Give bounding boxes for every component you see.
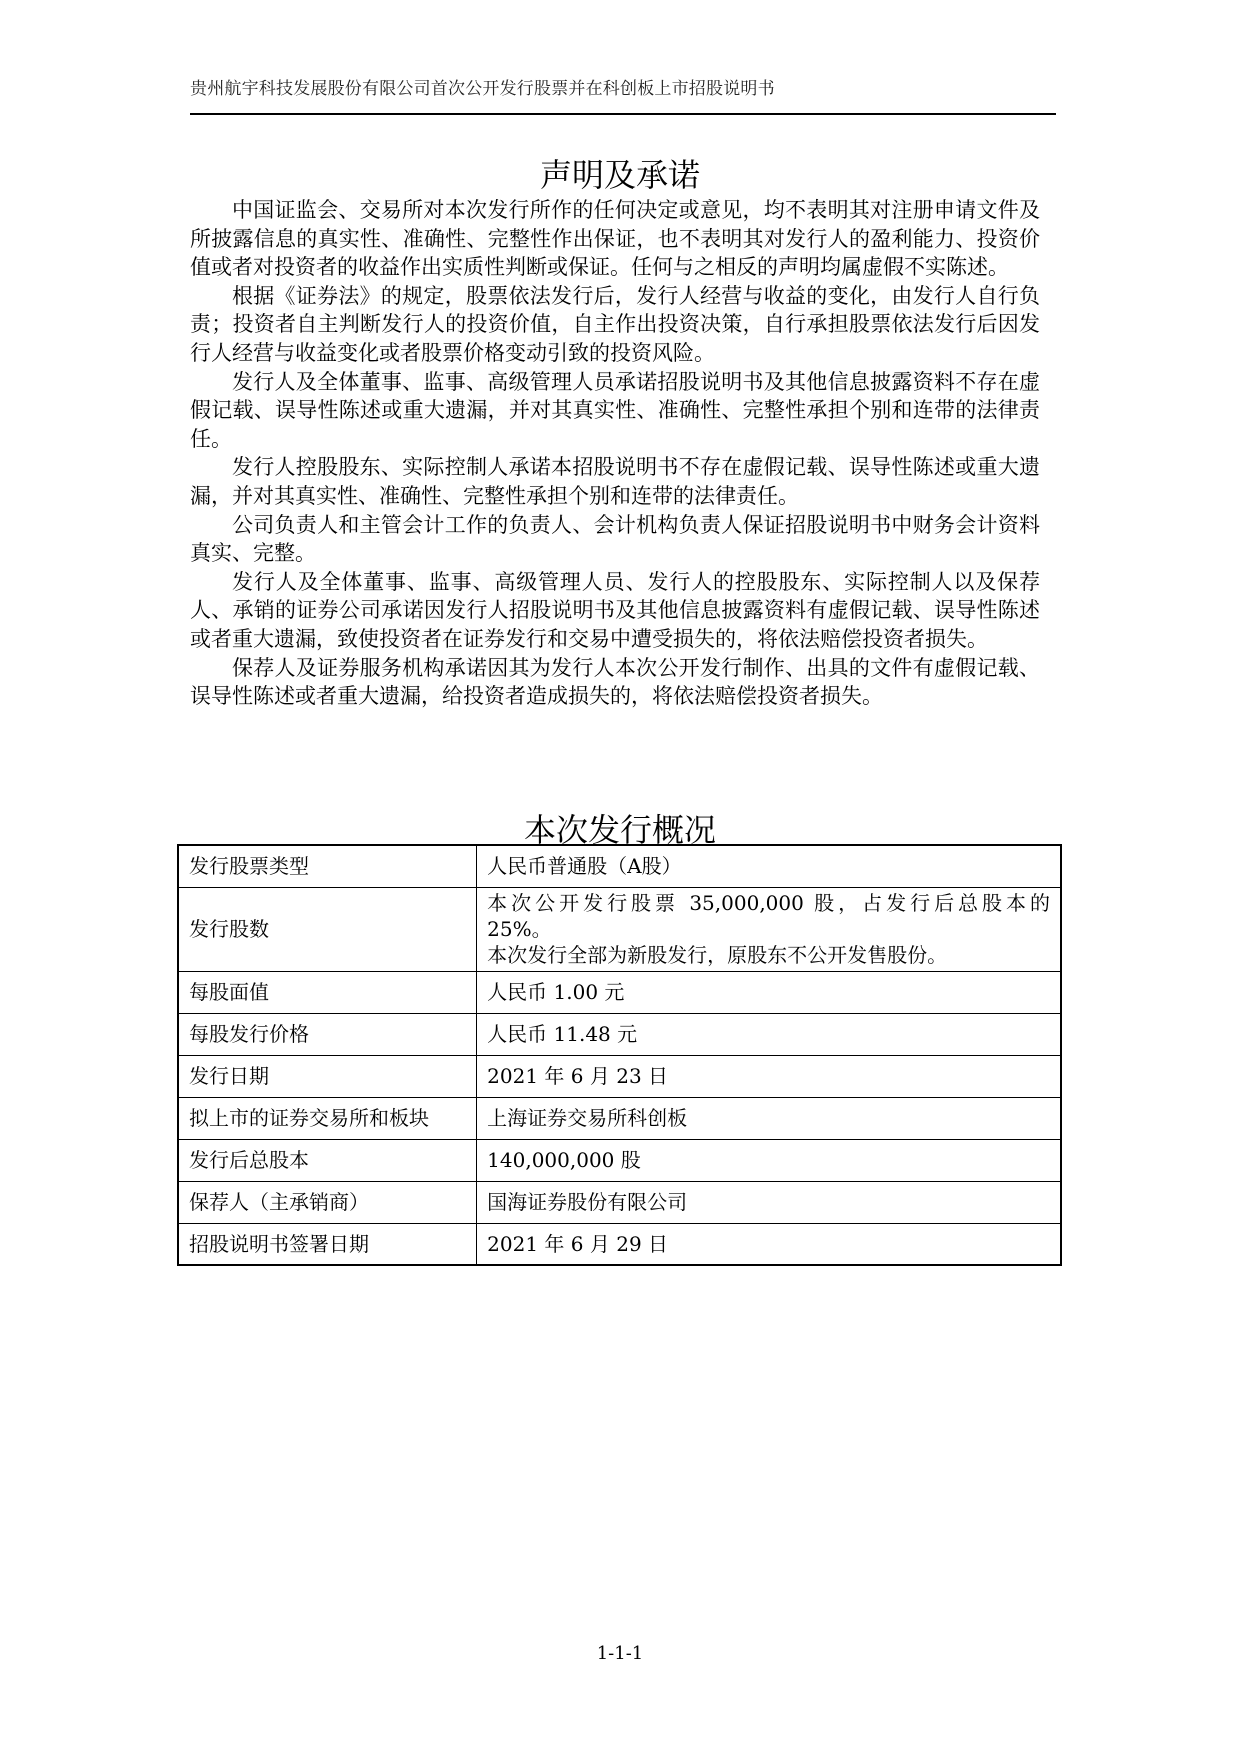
row-label: 发行日期 <box>178 1055 477 1097</box>
row-value: 2021 年 6 月 23 日 <box>477 1055 1061 1097</box>
table-row <box>178 845 1061 887</box>
table-row <box>178 1055 1061 1097</box>
overview-title: 本次发行概况 <box>523 811 716 849</box>
row-label: 招股说明书签署日期 <box>178 1223 477 1265</box>
row-label: 每股发行价格 <box>178 1013 477 1055</box>
header-divider <box>190 113 1056 115</box>
document-header: 贵州航宇科技发展股份有限公司首次公开发行股票并在科创板上市招股说明书 <box>190 79 775 99</box>
table-row <box>178 1013 1061 1055</box>
statement-paragraph: 公司负责人和主管会计工作的负责人、会计机构负责人保证招股说明书中财务会计资料真实、完整。 <box>190 512 1040 566</box>
row-value: 人民币 1.00 元 <box>477 971 1061 1013</box>
statement-body <box>190 196 1040 711</box>
row-value: 人民币普通股（A股） <box>477 845 1061 887</box>
row-value-line: 本次发行全部为新股发行，原股东不公开发售股份。 <box>487 943 948 967</box>
row-value <box>477 887 1061 971</box>
statement-title: 声明及承诺 <box>539 156 700 194</box>
table-row <box>178 1181 1061 1223</box>
row-label: 拟上市的证券交易所和板块 <box>178 1097 477 1139</box>
statement-paragraph: 中国证监会、交易所对本次发行所作的任何决定或意见，均不表明其对注册申请文件及所披露信息的真实性、准确性、完整性作出保证，也不表明其对发行人的盈利能力、投资价值或者对投资者的收益作出实质性判断或保证。任何与之相反的声明均属虚假不实陈述。 <box>190 198 1040 280</box>
row-value: 上海证券交易所科创板 <box>477 1097 1061 1139</box>
row-value: 国海证券股份有限公司 <box>477 1181 1061 1223</box>
row-value-line: 本次公开发行股票 35,000,000 股，占发行后总股本的 <box>487 891 1050 915</box>
statement-paragraph: 发行人控股股东、实际控制人承诺本招股说明书不存在虚假记载、误导性陈述或重大遗漏，并对其真实性、准确性、完整性承担个别和连带的法律责任。 <box>190 455 1040 508</box>
row-value: 人民币 11.48 元 <box>477 1013 1061 1055</box>
table-row <box>178 1223 1061 1265</box>
statement-paragraph: 根据《证券法》的规定，股票依法发行后，发行人经营与收益的变化，由发行人自行负责；投资者自主判断发行人的投资价值，自主作出投资决策，自行承担股票依法发行后因发行人经营与收益变化或者股票价格变动引致的投资风险。 <box>190 283 1040 365</box>
row-label: 发行股数 <box>178 887 477 971</box>
row-label: 发行股票类型 <box>178 845 477 887</box>
row-label: 发行后总股本 <box>178 1139 477 1181</box>
row-value-line: 25%。 <box>487 917 552 941</box>
table-row <box>178 971 1061 1013</box>
row-label: 保荐人（主承销商） <box>178 1181 477 1223</box>
row-value: 2021 年 6 月 29 日 <box>477 1223 1061 1265</box>
statement-paragraph: 发行人及全体董事、监事、高级管理人员、发行人的控股股东、实际控制人以及保荐人、承销的证券公司承诺因发行人招股说明书及其他信息披露资料有虚假记载、误导性陈述或者重大遗漏，致使投资者在证券发行和交易中遭受损失的，将依法赔偿投资者损失。 <box>190 569 1040 651</box>
statement-paragraph: 发行人及全体董事、监事、高级管理人员承诺招股说明书及其他信息披露资料不存在虚假记载、误导性陈述或重大遗漏，并对其真实性、准确性、完整性承担个别和连带的法律责任。 <box>190 369 1040 451</box>
overview-table <box>177 844 1062 1266</box>
statement-paragraph: 保荐人及证券服务机构承诺因其为发行人本次公开发行制作、出具的文件有虚假记载、误导性陈述或者重大遗漏，给投资者造成损失的，将依法赔偿投资者损失。 <box>190 655 1040 709</box>
page-number: 1-1-1 <box>596 1643 644 1664</box>
table-row <box>178 1139 1061 1181</box>
table-row <box>178 1097 1061 1139</box>
table-row <box>178 887 1061 971</box>
row-value: 140,000,000 股 <box>477 1139 1061 1181</box>
row-label: 每股面值 <box>178 971 477 1013</box>
